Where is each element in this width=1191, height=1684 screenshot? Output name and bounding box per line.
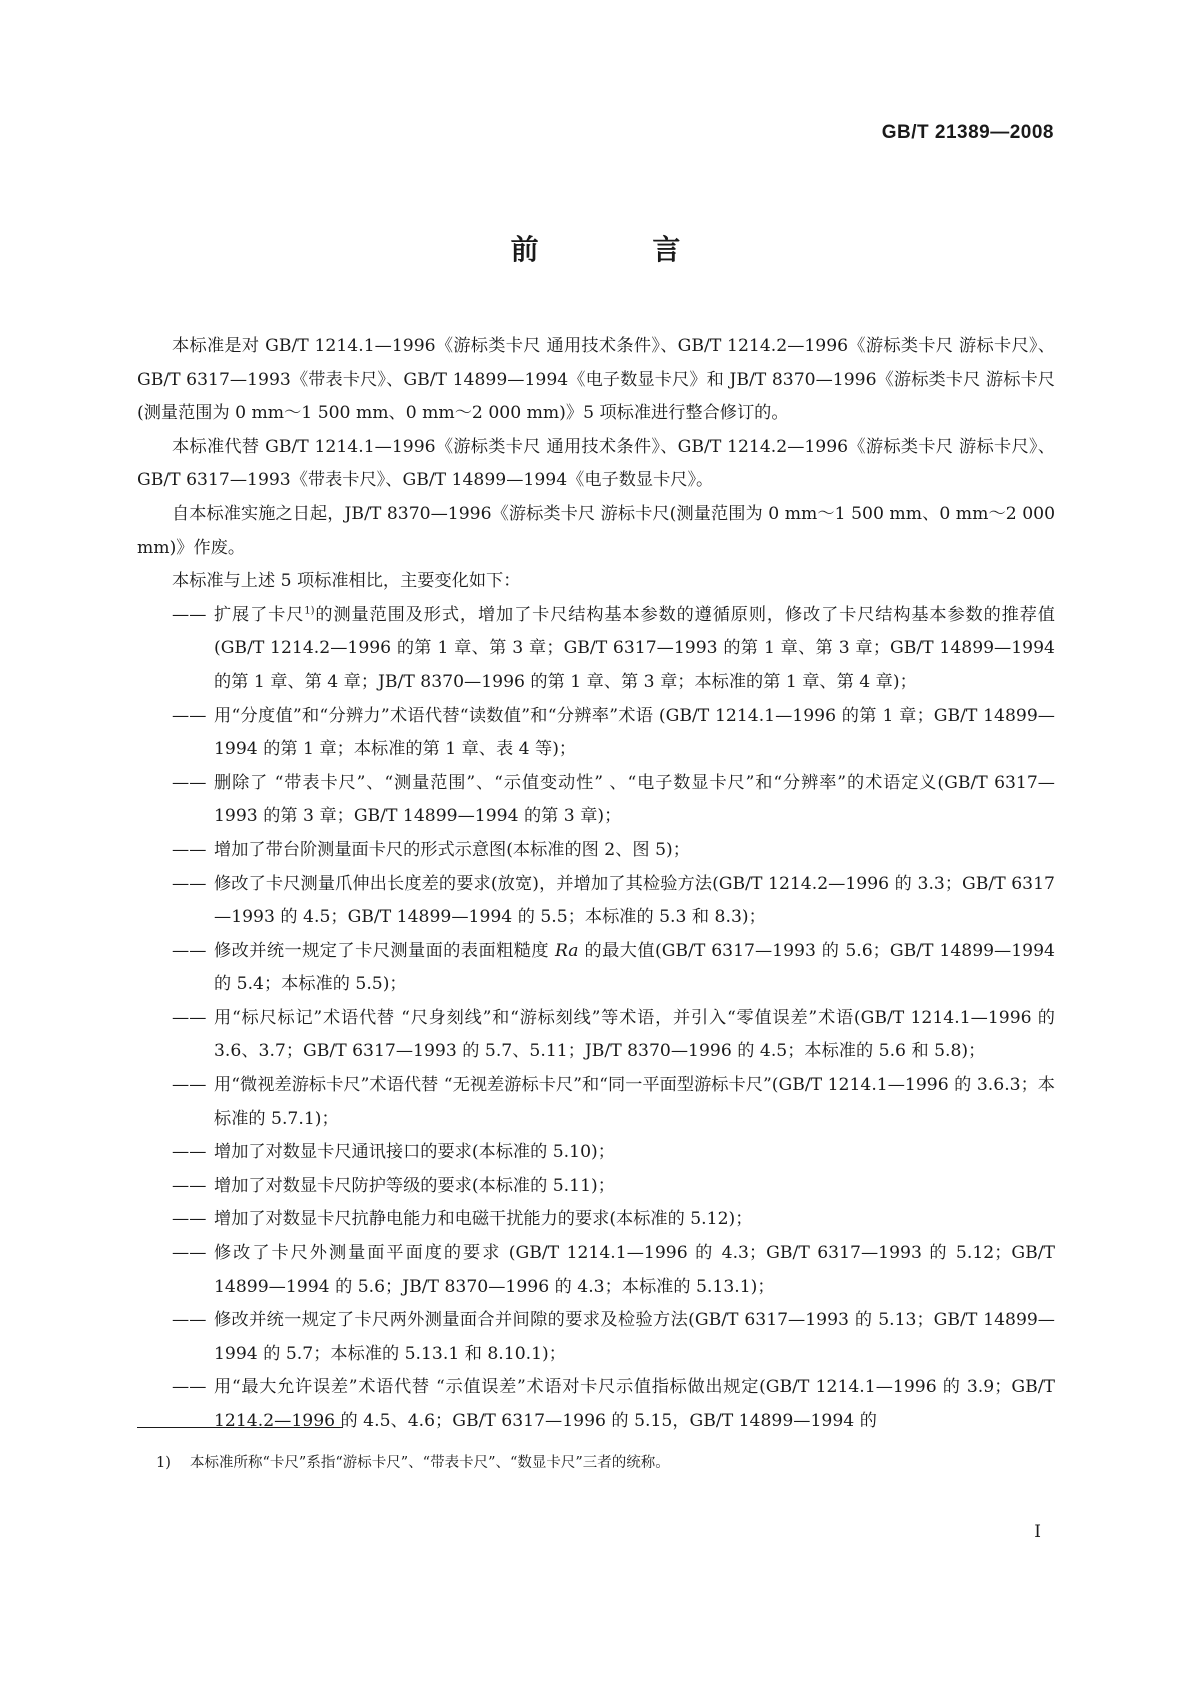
paragraph-changes-intro: 本标准与上述 5 项标准相比，主要变化如下： <box>172 571 521 592</box>
list-item-text: 用“分度值”和“分辨力”术语代替“读数值”和“分辨率”术语 (GB/T 1214.1—1996 的第 1 章；GB/T 14899—1994 的第 1 章；本标准的第 1 章、表 4 等)； <box>214 705 1055 760</box>
list-item <box>137 1304 1055 1371</box>
list-item-text: 增加了带台阶测量面卡尺的形式示意图(本标准的图 2、图 5)； <box>214 839 690 860</box>
list-dash: —— <box>172 1243 207 1264</box>
list-item <box>137 935 1055 1002</box>
paragraph-replaces: 本标准代替 GB/T 1214.1—1996《游标类卡尺 通用技术条件》、GB/T 1214.2—1996《游标类卡尺 游标卡尺》、GB/T 6317—1993《带表卡尺》、GB/T 14899—1994《电子数显卡尺》。 <box>137 436 1055 491</box>
list-item <box>137 1170 1055 1204</box>
list-item <box>137 1136 1055 1170</box>
page-number: I <box>1034 1522 1041 1542</box>
footnote-divider <box>137 1427 343 1428</box>
list-item-text: 增加了对数显卡尺通讯接口的要求(本标准的 5.10)； <box>214 1142 615 1163</box>
list-dash: —— <box>172 1142 207 1163</box>
footnote-reference: 1) <box>304 605 315 617</box>
list-item-text: 修改并统一规定了卡尺两外测量面合并间隙的要求及检验方法(GB/T 6317—1993 的 5.13；GB/T 14899—1994 的 5.7；本标准的 5.13.1 和 8.10.1)； <box>214 1310 1055 1364</box>
standard-code: GB/T 21389—2008 <box>881 122 1054 143</box>
list-dash: —— <box>172 940 207 961</box>
list-item-text: 增加了对数显卡尺防护等级的要求(本标准的 5.11)； <box>214 1175 615 1196</box>
list-dash: —— <box>172 1175 207 1196</box>
list-dash: —— <box>172 1377 207 1398</box>
list-item-text: 增加了对数显卡尺抗静电能力和电磁干扰能力的要求(本标准的 5.12)； <box>214 1209 753 1230</box>
list-item <box>137 1371 1055 1438</box>
paragraph-abolished: 自本标准实施之日起，JB/T 8370—1996《游标类卡尺 游标卡尺(测量范围为 0 mm～1 500 mm、0 mm～2 000 mm)》作废。 <box>137 503 1055 558</box>
list-item-text: 删除了 “带表卡尺”、“测量范围”、“示值变动性” 、“电子数显卡尺”和“分辨率”的术语定义(GB/T 6317—1993 的第 3 章；GB/T 14899—1994 的第 3 章)； <box>214 772 1055 827</box>
list-item-text: 用“微视差游标卡尺”术语代替 “无视差游标卡尺”和“同一平面型游标卡尺”(GB/T 1214.1—1996 的 3.6.3；本标准的 5.7.1)； <box>214 1075 1055 1129</box>
changes-list <box>137 599 1055 1439</box>
document-body <box>137 330 1055 1439</box>
list-item <box>137 1002 1055 1069</box>
page-title: 前 言 <box>510 233 733 266</box>
list-dash: —— <box>172 839 207 860</box>
list-item-text: 用“标尺标记”术语代替 “尺身刻线”和“游标刻线”等术语，并引入“零值误差”术语(GB/T 1214.1—1996 的 3.6、3.7；GB/T 6317—1993 的 5.7、5.11；JB/T 8370—1996 的 4.5；本标准的 5.6 和 5.8)； <box>214 1007 1055 1062</box>
list-item <box>137 1069 1055 1136</box>
list-item <box>137 700 1055 767</box>
list-item <box>137 1237 1055 1304</box>
list-dash: —— <box>172 873 207 894</box>
roughness-symbol: Ra <box>554 940 579 961</box>
list-item-text: 修改了卡尺测量爪伸出长度差的要求(放宽)，并增加了其检验方法(GB/T 1214.2—1996 的 3.3；GB/T 6317—1993 的 4.5；GB/T 14899—1994 的 5.5；本标准的 5.3 和 8.3)； <box>214 873 1055 928</box>
list-dash: —— <box>172 705 207 726</box>
list-item-text: 用“最大允许误差”术语代替 “示值误差”术语对卡尺示值指标做出规定(GB/T 1214.1—1996 的 3.9；GB/T 1214.2—1996 的 4.5、4.6；GB/T 6317—1996 的 5.15，GB/T 14899—1994 的 <box>214 1377 1055 1431</box>
list-item-text: 的测量范围及形式，增加了卡尺结构基本参数的遵循原则，修改了卡尺结构基本参数的推荐值(GB/T 1214.2—1996 的第 1 章、第 3 章；GB/T 6317—1993 的第 1 章、第 3 章；GB/T 14899—1994 的第 1 章、第 4 章；JB/T 8370—1996 的第 1 章、第 3 章；本标准的第 1 章、第 4 章)； <box>214 604 1055 692</box>
list-item <box>137 834 1055 868</box>
footnote <box>156 1451 670 1472</box>
list-item-text: 修改并统一规定了卡尺测量面的表面粗糙度 <box>214 940 555 961</box>
list-item-text: 修改了卡尺外测量面平面度的要求 (GB/T 1214.1—1996 的 4.3；GB/T 6317—1993 的 5.12；GB/T 14899—1994 的 5.6；JB/T 8370—1996 的 4.3；本标准的 5.13.1)； <box>214 1243 1055 1297</box>
footnote-text: 本标准所称“卡尺”系指“游标卡尺”、“带表卡尺”、“数显卡尺”三者的统称。 <box>190 1455 670 1471</box>
list-item <box>137 599 1055 700</box>
list-item <box>137 767 1055 834</box>
list-dash: —— <box>172 604 207 625</box>
list-dash: —— <box>172 772 207 793</box>
paragraph-integration: 本标准是对 GB/T 1214.1—1996《游标类卡尺 通用技术条件》、GB/T 1214.2—1996《游标类卡尺 游标卡尺》、GB/T 6317—1993《带表卡尺》、GB/T 14899—1994《电子数显卡尺》和 JB/T 8370—1996《游标类卡尺 游标卡尺(测量范围为 0 mm～1 500 mm、0 mm～2 000 mm)》5 项标准进行整合修订的。 <box>137 336 1055 424</box>
list-item <box>137 868 1055 935</box>
list-dash: —— <box>172 1075 207 1096</box>
list-dash: —— <box>172 1310 207 1331</box>
list-dash: —— <box>172 1209 207 1230</box>
list-item <box>137 1203 1055 1237</box>
list-item-text: 扩展了卡尺 <box>214 604 305 625</box>
list-dash: —— <box>172 1007 207 1028</box>
footnote-mark: 1) <box>156 1455 171 1471</box>
list-item-text: 的最大值(GB/T 6317—1993 的 5.6；GB/T 14899—1994 的 5.4；本标准的 5.5)； <box>214 940 1055 995</box>
